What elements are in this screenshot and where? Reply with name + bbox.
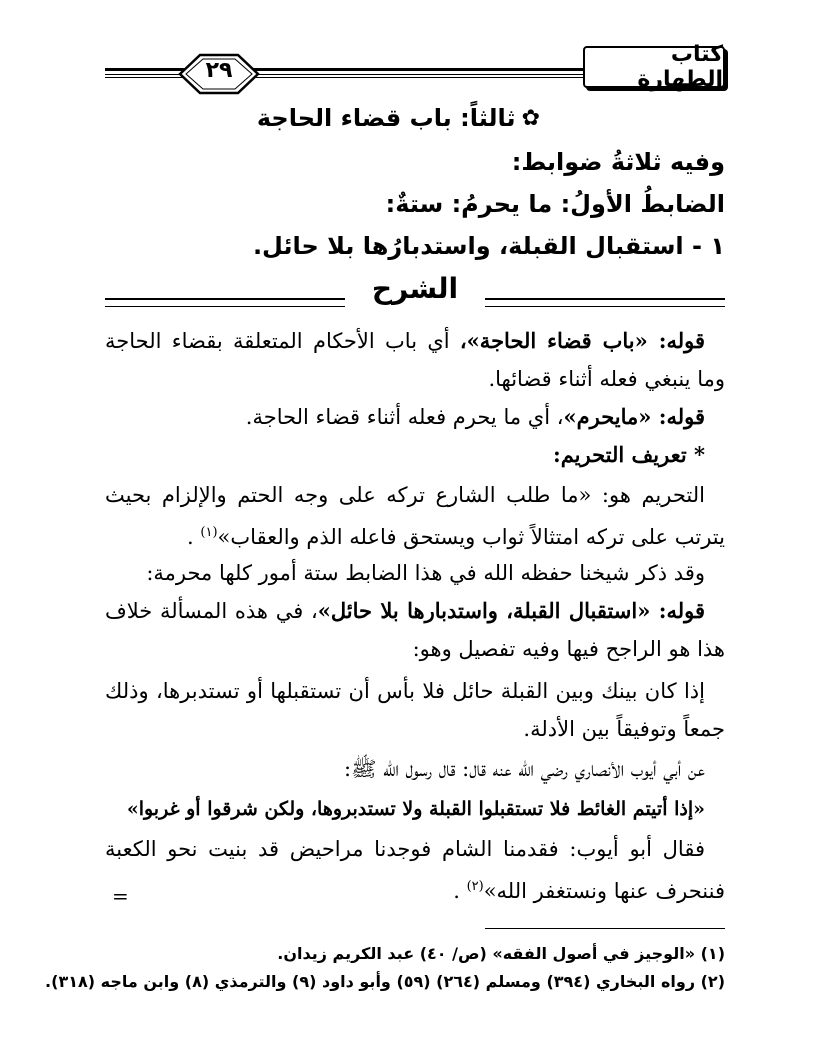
paragraph-text: ، في هذه المسألة خلاف هذا هو الراجح فيها وفيه تفصيل وهو: — [105, 599, 725, 661]
paragraph-text: فقال أبو أيوب: فقدمنا الشام فوجدنا مراحيض قد بنيت نحو الكعبة فننحرف عنها ونستغفر الله» — [105, 837, 725, 903]
book-title: كتاب الطهارة — [637, 42, 723, 92]
paragraph-2 — [105, 398, 725, 436]
matn-line-2: الضابطُ الأولُ: ما يحرمُ: ستةٌ: — [385, 190, 725, 218]
footnote-rule — [485, 928, 725, 929]
paragraph-3 — [105, 436, 725, 474]
paragraph-text: عن أبي أيوب الأنصاري رضي الله عنه قال: قال رسول الله ﷺ: — [344, 757, 705, 781]
sharh-divider — [105, 272, 725, 312]
quote-lead: قوله: «استقبال القبلة، واستدبارها بلا حائل» — [317, 598, 705, 623]
page-number: ٢٩ — [205, 58, 233, 83]
subheading: * تعريف التحريم: — [552, 442, 705, 467]
paragraph-10 — [105, 830, 725, 910]
divider-rule-left — [105, 298, 345, 307]
quote-lead: قوله: «مايحرم» — [563, 404, 705, 429]
paragraph-text: إذا كان بينك وبين القبلة حائل فلا بأس أن تستقبلها أو تستدبرها، وذلك جمعاً وتوفيقاً بين الأدلة. — [105, 679, 725, 741]
paragraph-5 — [105, 554, 725, 592]
footnote-1: (١) «الوجيز في أصول الفقه» (ص/ ٤٠) عبد الكريم زيدان. — [277, 944, 725, 963]
paragraph-8 — [105, 750, 725, 788]
hadith-quote — [105, 790, 725, 828]
matn-line-3: ١ - استقبال القبلة، واستدبارُها بلا حائل. — [252, 232, 725, 260]
quote-lead: قوله: «باب قضاء الحاجة»، — [459, 328, 705, 353]
paragraph-1 — [105, 322, 725, 398]
matn-line-1: وفيه ثلاثةُ ضوابط: — [511, 148, 725, 176]
footnote-ref[interactable]: (١) — [200, 525, 218, 540]
flower-ornament-icon: ✿ — [521, 105, 540, 131]
paragraph-text: أي باب الأحكام المتعلقة بقضاء الحاجة وما ينبغي فعله أثناء قضائها. — [105, 329, 725, 391]
paragraph-7 — [105, 672, 725, 748]
continuation-mark: = — [112, 884, 129, 908]
paragraph-4 — [105, 476, 725, 556]
book-title-box — [583, 42, 725, 92]
footnote-ref[interactable]: (٢) — [466, 879, 484, 894]
paragraph-text: التحريم هو: «ما طلب الشارع تركه على وجه الحتم والإلزام بحيث يترتب على تركه امتثالاً ثواب ويستحق فاعله الذم والعقاب» — [105, 483, 725, 549]
hadith-text: «إذا أتيتم الغائط فلا تستقبلوا القبلة ولا تستدبروها، ولكن شرقوا أو غربوا» — [126, 798, 705, 820]
paragraph-6 — [105, 592, 725, 668]
paragraph-tail: . — [187, 525, 201, 549]
paragraph-text: ، أي ما يحرم فعله أثناء قضاء الحاجة. — [245, 405, 564, 429]
paragraph-tail: . — [453, 879, 467, 903]
footnote-2: (٢) رواه البخاري (٣٩٤) ومسلم (٢٦٤) (٥٩) وأبو داود (٩) والترمذي (٨) وابن ماجه (٣١٨). — [45, 972, 725, 991]
section-title — [257, 104, 540, 132]
sharh-heading: الشرح — [371, 272, 459, 305]
divider-rule-right — [485, 298, 725, 307]
paragraph-text: وقد ذكر شيخنا حفظه الله في هذا الضابط ستة أمور كلها محرمة: — [146, 561, 705, 585]
section-title-text: ثالثاً: باب قضاء الحاجة — [256, 104, 516, 132]
